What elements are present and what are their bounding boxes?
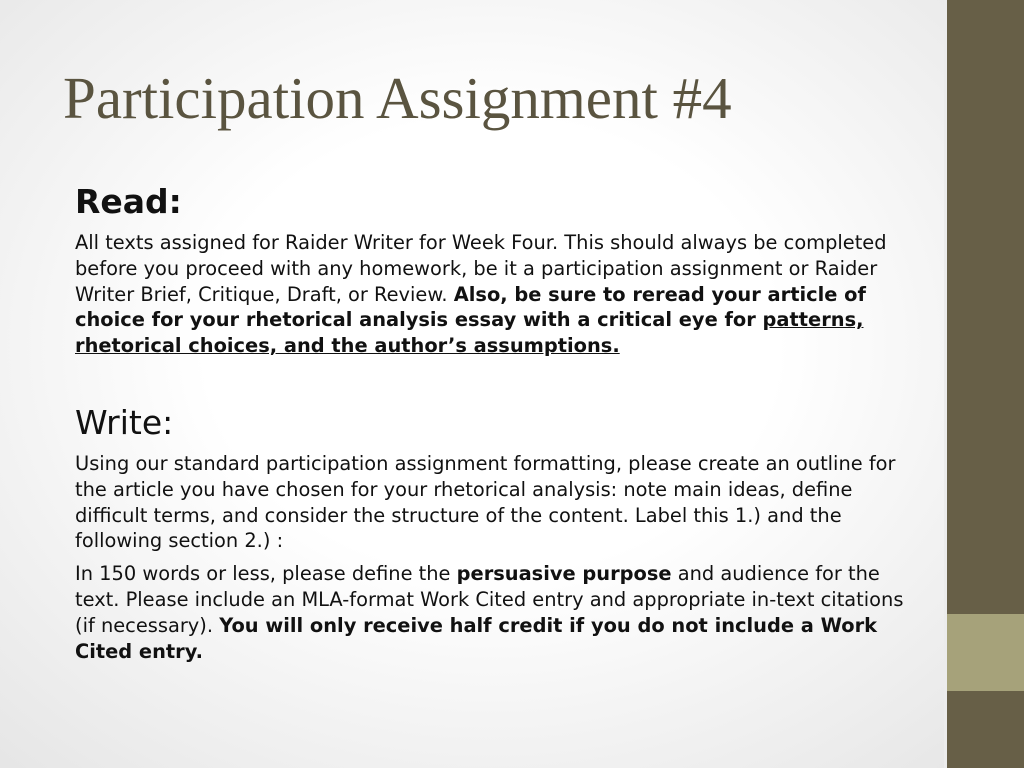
slide-title: Participation Assignment #4: [63, 65, 732, 131]
write-text-1: In 150 words or less, please define the: [75, 562, 457, 586]
write-paragraph-1: Using our standard participation assignment formatting, please create an outline for the article you have chosen for your rhetorical analysis: note main ideas, define difficult terms, and consider the structure of the content. Label this 1.) and the following section 2.) :: [75, 451, 896, 553]
read-paragraph: [75, 230, 905, 359]
write-paragraph-2: [75, 561, 905, 664]
read-heading: Read:: [75, 182, 182, 221]
slide-body: [75, 180, 905, 664]
decorative-sidebar-accent: [947, 614, 1024, 691]
write-text-2: and audience for the text. Please include an MLA-format Work Cited entry and appropriate in-text citations (if necessary).: [75, 562, 904, 637]
read-text: All texts assigned for Raider Writer for Week Four. This should always be completed before you proceed with any homework, be it a participation assignment or Raider Writer Brief, Critique, Draft, or Review.: [75, 231, 887, 306]
write-heading: Write:: [75, 402, 174, 442]
persuasive-purpose-emphasis: persuasive purpose: [456, 562, 672, 586]
read-emphasis-underlined: patterns, rhetorical choices, and the author’s assumptions.: [75, 308, 864, 358]
half-credit-warning: You will only receive half credit if you do not include a Work Cited entry.: [75, 613, 878, 663]
read-emphasis: Also, be sure to reread your article of choice for your rhetorical analysis essay with a critical eye for: [75, 282, 866, 332]
section-gap: [75, 359, 905, 401]
